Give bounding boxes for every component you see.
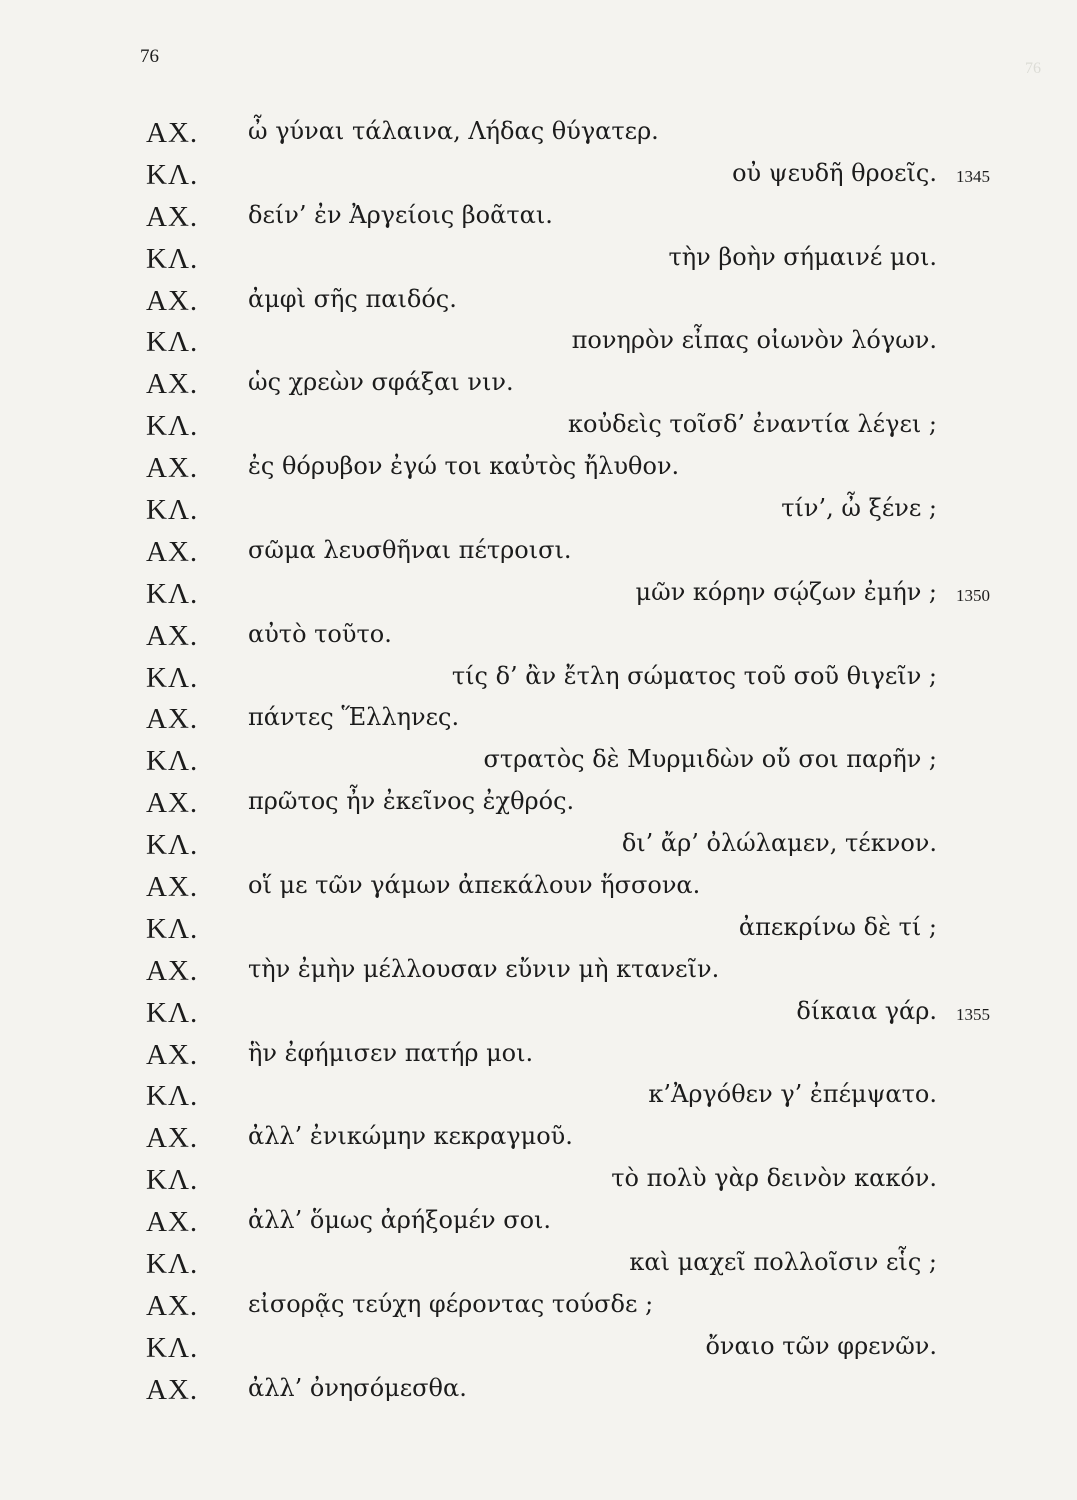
- dialogue-line: [0, 1164, 1077, 1206]
- speaker-label: ΚΛ.: [146, 1164, 199, 1197]
- verse-text: κοὐδεὶς τοῖσδ’ ἐναντία λέγει ;: [568, 410, 937, 439]
- dialogue-line: [0, 913, 1077, 955]
- speaker-label: ΑΧ.: [146, 787, 199, 820]
- line-number: 1350: [956, 585, 990, 605]
- verse-text: τὴν βοὴν σήμαινέ μοι.: [668, 242, 937, 271]
- dialogue-line: [0, 1206, 1077, 1248]
- speaker-label: ΚΛ.: [146, 829, 199, 862]
- verse-text: ἀλλ’ ὀνησόμεσθα.: [248, 1373, 467, 1402]
- speaker-label: ΚΛ.: [146, 577, 199, 610]
- dialogue-line: [0, 285, 1077, 327]
- speaker-label: ΚΛ.: [146, 158, 199, 191]
- speaker-label: ΚΛ.: [146, 326, 199, 359]
- dialogue-line: [0, 536, 1077, 578]
- dialogue-line: [0, 452, 1077, 494]
- verse-text: αὐτὸ τοῦτο.: [248, 619, 392, 648]
- dialogue-line: [0, 620, 1077, 662]
- dialogue-line: [0, 997, 1077, 1039]
- verse-text: δι’ ἄρ’ ὀλώλαμεν, τέκνον.: [621, 829, 937, 858]
- verse-text: ἣν ἐφήμισεν πατήρ μοι.: [248, 1038, 534, 1067]
- verse-text: ἀμφὶ σῆς παιδός.: [248, 284, 457, 313]
- dialogue-line: [0, 1080, 1077, 1122]
- speaker-label: ΑΧ.: [146, 284, 199, 317]
- dialogue-line: [0, 829, 1077, 871]
- dialogue-line: [0, 1290, 1077, 1332]
- verse-text: σῶμα λευσθῆναι πέτροισι.: [248, 535, 572, 564]
- dialogue-line: [0, 871, 1077, 913]
- verse-text: μῶν κόρην σῴζων ἐμήν ;: [635, 577, 937, 606]
- dialogue-line: [0, 1248, 1077, 1290]
- speaker-label: ΑΧ.: [146, 1373, 199, 1406]
- speaker-label: ΚΛ.: [146, 1080, 199, 1113]
- verse-text: τίν’, ὦ ξένε ;: [781, 494, 937, 523]
- dialogue-line: [0, 1039, 1077, 1081]
- speaker-label: ΚΛ.: [146, 1248, 199, 1281]
- dialogue-line: [0, 368, 1077, 410]
- dialogue-line: [0, 1122, 1077, 1164]
- verse-text: τὸ πολὺ γὰρ δεινὸν κακόν.: [611, 1164, 937, 1193]
- dialogue-line: [0, 955, 1077, 997]
- speaker-label: ΚΛ.: [146, 242, 199, 275]
- dialogue-line: [0, 326, 1077, 368]
- verse-text: ὄναιο τῶν φρενῶν.: [705, 1331, 937, 1360]
- speaker-label: ΑΧ.: [146, 1289, 199, 1322]
- speaker-label: ΚΛ.: [146, 494, 199, 527]
- page-number: 76: [140, 46, 159, 67]
- verse-text: πάντες Ἕλληνες.: [248, 703, 460, 732]
- dialogue-line: [0, 1332, 1077, 1374]
- dialogue-line: [0, 243, 1077, 285]
- verse-text: οἵ με τῶν γάμων ἀπεκάλουν ἥσσονα.: [248, 871, 701, 900]
- verse-text: πρῶτος ἦν ἐκεῖνος ἐχθρός.: [248, 787, 575, 816]
- line-number: 1345: [956, 166, 990, 186]
- speaker-label: ΑΧ.: [146, 1206, 199, 1239]
- verse-text: οὐ ψευδῆ θροεῖς.: [732, 158, 937, 187]
- verse-text: ὡς χρεὼν σφάξαι νιν.: [248, 368, 514, 397]
- dialogue-lines: [0, 117, 1077, 1416]
- speaker-label: ΚΛ.: [146, 996, 199, 1029]
- verse-text: πονηρὸν εἶπας οἰωνὸν λόγων.: [571, 326, 937, 355]
- speaker-label: ΚΛ.: [146, 745, 199, 778]
- speaker-label: ΑΧ.: [146, 703, 199, 736]
- dialogue-line: [0, 703, 1077, 745]
- dialogue-line: [0, 578, 1077, 620]
- verse-text: ἀλλ’ ὅμως ἀρήξομέν σοι.: [248, 1206, 552, 1235]
- dialogue-line: [0, 159, 1077, 201]
- dialogue-line: [0, 410, 1077, 452]
- speaker-label: ΚΛ.: [146, 912, 199, 945]
- speaker-label: ΑΧ.: [146, 1038, 199, 1071]
- dialogue-line: [0, 494, 1077, 536]
- speaker-label: ΚΛ.: [146, 410, 199, 443]
- dialogue-line: [0, 662, 1077, 704]
- verse-text: στρατὸς δὲ Μυρμιδὼν οὔ σοι παρῆν ;: [483, 745, 937, 774]
- speaker-label: ΑΧ.: [146, 200, 199, 233]
- speaker-label: ΑΧ.: [146, 871, 199, 904]
- dialogue-line: [0, 117, 1077, 159]
- speaker-label: ΑΧ.: [146, 452, 199, 485]
- speaker-label: ΚΛ.: [146, 661, 199, 694]
- speaker-label: ΑΧ.: [146, 954, 199, 987]
- verse-text: εἰσορᾷς τεύχη φέροντας τούσδε ;: [248, 1289, 654, 1318]
- dialogue-line: [0, 745, 1077, 787]
- bleed-through-page-number: 76: [1025, 60, 1041, 77]
- speaker-label: ΑΧ.: [146, 117, 199, 149]
- verse-text: ἐς θόρυβον ἐγώ τοι καὐτὸς ἤλυθον.: [248, 452, 680, 481]
- verse-text: τὴν ἐμὴν μέλλουσαν εὔνιν μὴ κτανεῖν.: [248, 954, 720, 983]
- dialogue-line: [0, 201, 1077, 243]
- verse-text: κ’Ἀργόθεν γ’ ἐπέμψατο.: [648, 1080, 937, 1109]
- speaker-label: ΑΧ.: [146, 368, 199, 401]
- speaker-label: ΑΧ.: [146, 619, 199, 652]
- speaker-label: ΑΧ.: [146, 1122, 199, 1155]
- dialogue-line: [0, 1374, 1077, 1416]
- dialogue-line: [0, 787, 1077, 829]
- speaker-label: ΚΛ.: [146, 1331, 199, 1364]
- speaker-label: ΑΧ.: [146, 535, 199, 568]
- verse-text: ἀπεκρίνω δὲ τί ;: [738, 912, 937, 941]
- verse-text: τίς δ’ ἂν ἔτλη σώματος τοῦ σοῦ θιγεῖν ;: [451, 661, 937, 690]
- verse-text: δείν’ ἐν Ἀργείοις βοᾶται.: [248, 200, 553, 229]
- verse-text: ἀλλ’ ἐνικώμην κεκραγμοῦ.: [248, 1122, 573, 1151]
- verse-text: ὦ γύναι τάλαινα, Λήδας θύγατερ.: [248, 117, 659, 145]
- verse-text: καὶ μαχεῖ πολλοῖσιν εἷς ;: [629, 1248, 937, 1277]
- line-number: 1355: [956, 1004, 990, 1024]
- verse-text: δίκαια γάρ.: [796, 996, 937, 1025]
